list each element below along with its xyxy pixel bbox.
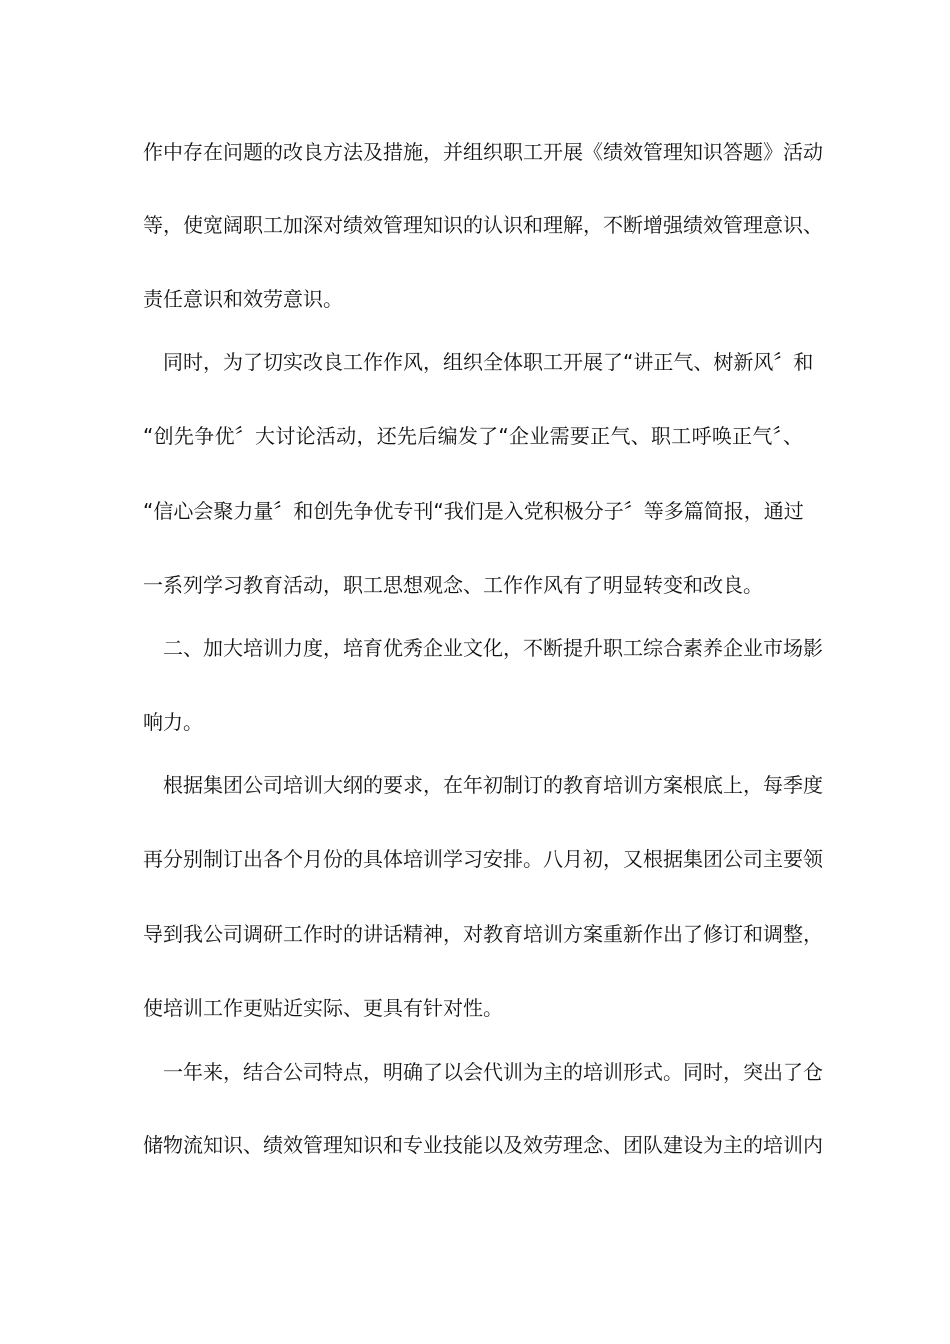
text-line: 一年来，结合公司特点，明确了以会代训为主的培训形式。同时，突出了仓 [143,1060,823,1084]
text-line: 导到我公司调研工作时的讲话精神，对教育培训方案重新作出了修订和调整， [143,922,823,946]
text-line: 等，使宽阔职工加深对绩效管理知识的认识和理解，不断增强绩效管理意识、 [143,213,823,237]
text-line: 一系列学习教育活动，职工思想观念、工作作风有了明显转变和改良。 [143,573,763,597]
section-heading: 响力。 [143,710,203,734]
text-line: 同时，为了切实改良工作作风，组织全体职工开展了“讲正气、树新风〞和 [143,350,814,374]
text-line: 再分别制订出各个月份的具体培训学习安排。八月初，又根据集团公司主要领 [143,847,823,871]
text-line: 责任意识和效劳意识。 [143,287,343,311]
section-heading: 二、加大培训力度，培育优秀企业文化，不断提升职工综合素养企业市场影 [143,636,823,660]
text-line: 根据集团公司培训大纲的要求，在年初制订的教育培训方案根底上，每季度 [143,773,823,797]
text-line: “信心会聚力量〞和创先争优专刊“我们是入党积极分子〞等多篇简报，通过 [143,499,804,523]
text-line: “创先争优〞大讨论活动，还先后编发了“企业需要正气、职工呼唤正气〞、 [143,424,803,448]
text-line: 使培训工作更贴近实际、更具有针对性。 [143,996,503,1020]
text-line: 作中存在问题的改良方法及措施，并组织职工开展《绩效管理知识答题》活动 [143,140,823,164]
text-line: 储物流知识、绩效管理知识和专业技能以及效劳理念、团队建设为主的培训内 [143,1133,823,1157]
